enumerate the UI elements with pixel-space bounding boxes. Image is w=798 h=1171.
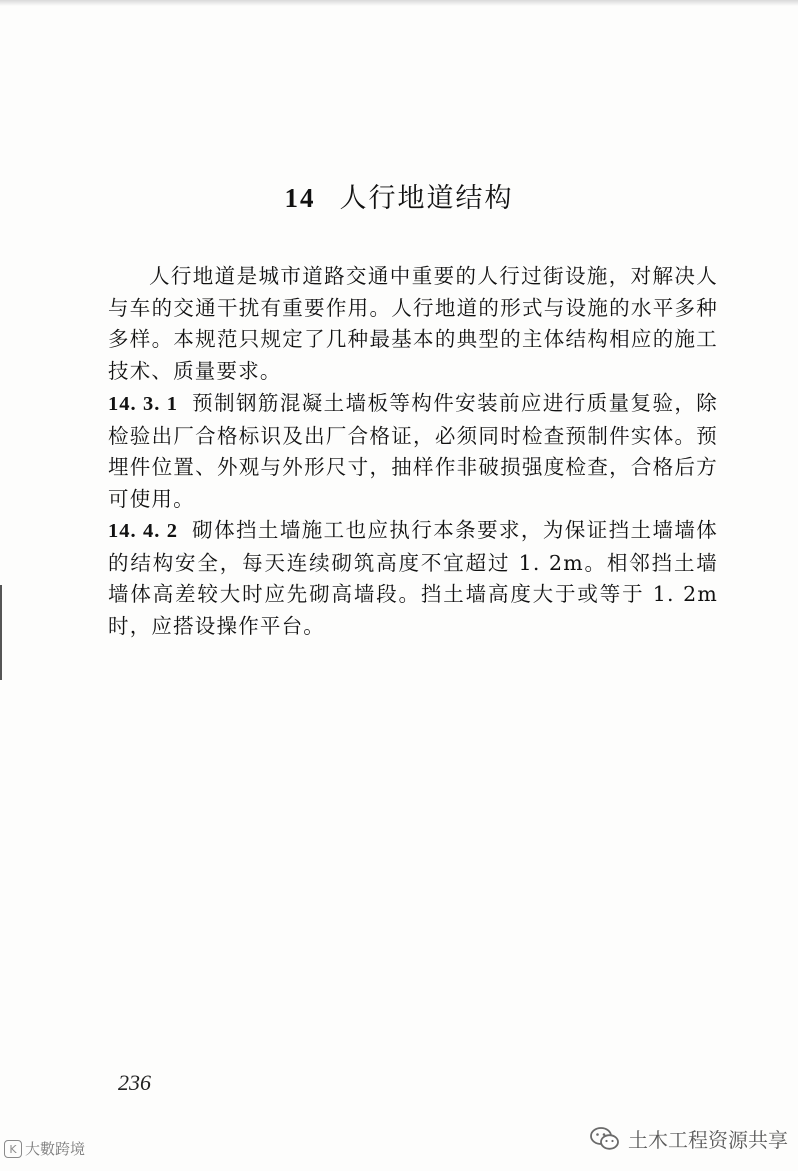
watermark-right bbox=[590, 1124, 788, 1153]
clause-text: 砌体挡土墙施工也应执行本条要求，为保证挡土墙墙体的结构安全，每天连续砌筑高度不宜超过 1. 2m。相邻挡土墙墙体高差较大时应先砌高墙段。挡土墙高度大于或等于 1. 2m 时，应搭设操作平台。 bbox=[108, 518, 718, 638]
watermark-right-text: 土木工程资源共享 bbox=[628, 1128, 788, 1152]
chapter-name: 人行地道结构 bbox=[339, 183, 514, 214]
wechat-icon bbox=[590, 1126, 620, 1152]
watermark-left-text: 大數跨境 bbox=[25, 1140, 86, 1158]
watermark-left bbox=[4, 1138, 85, 1159]
intro-paragraph: 人行地道是城市道路交通中重要的人行过街设施，对解决人与车的交通干扰有重要作用。人行地道的形式与设施的水平多种多样。本规范只规定了几种最基本的典型的主体结构相应的施工技术、质量要求。 bbox=[108, 264, 718, 383]
clause-number: 14. 3. 1 bbox=[108, 393, 178, 415]
clause-number: 14. 4. 2 bbox=[108, 520, 178, 542]
chapter-title bbox=[0, 176, 798, 215]
clause-text: 预制钢筋混凝土墙板等构件安装前应进行质量复验，除检验出厂合格标识及出厂合格证，必须同时检查预制件实体。预埋件位置、外观与外形尺寸，抽样作非破损强度检查，合格后方可使用。 bbox=[108, 391, 718, 511]
scan-top-edge bbox=[0, 0, 798, 6]
clause-14-4-2 bbox=[108, 515, 718, 642]
chapter-number: 14 bbox=[284, 183, 316, 213]
page-number: 236 bbox=[118, 1070, 151, 1095]
scan-left-line bbox=[0, 585, 2, 680]
brand-logo-icon: K bbox=[4, 1140, 22, 1158]
clause-14-3-1 bbox=[108, 388, 718, 515]
